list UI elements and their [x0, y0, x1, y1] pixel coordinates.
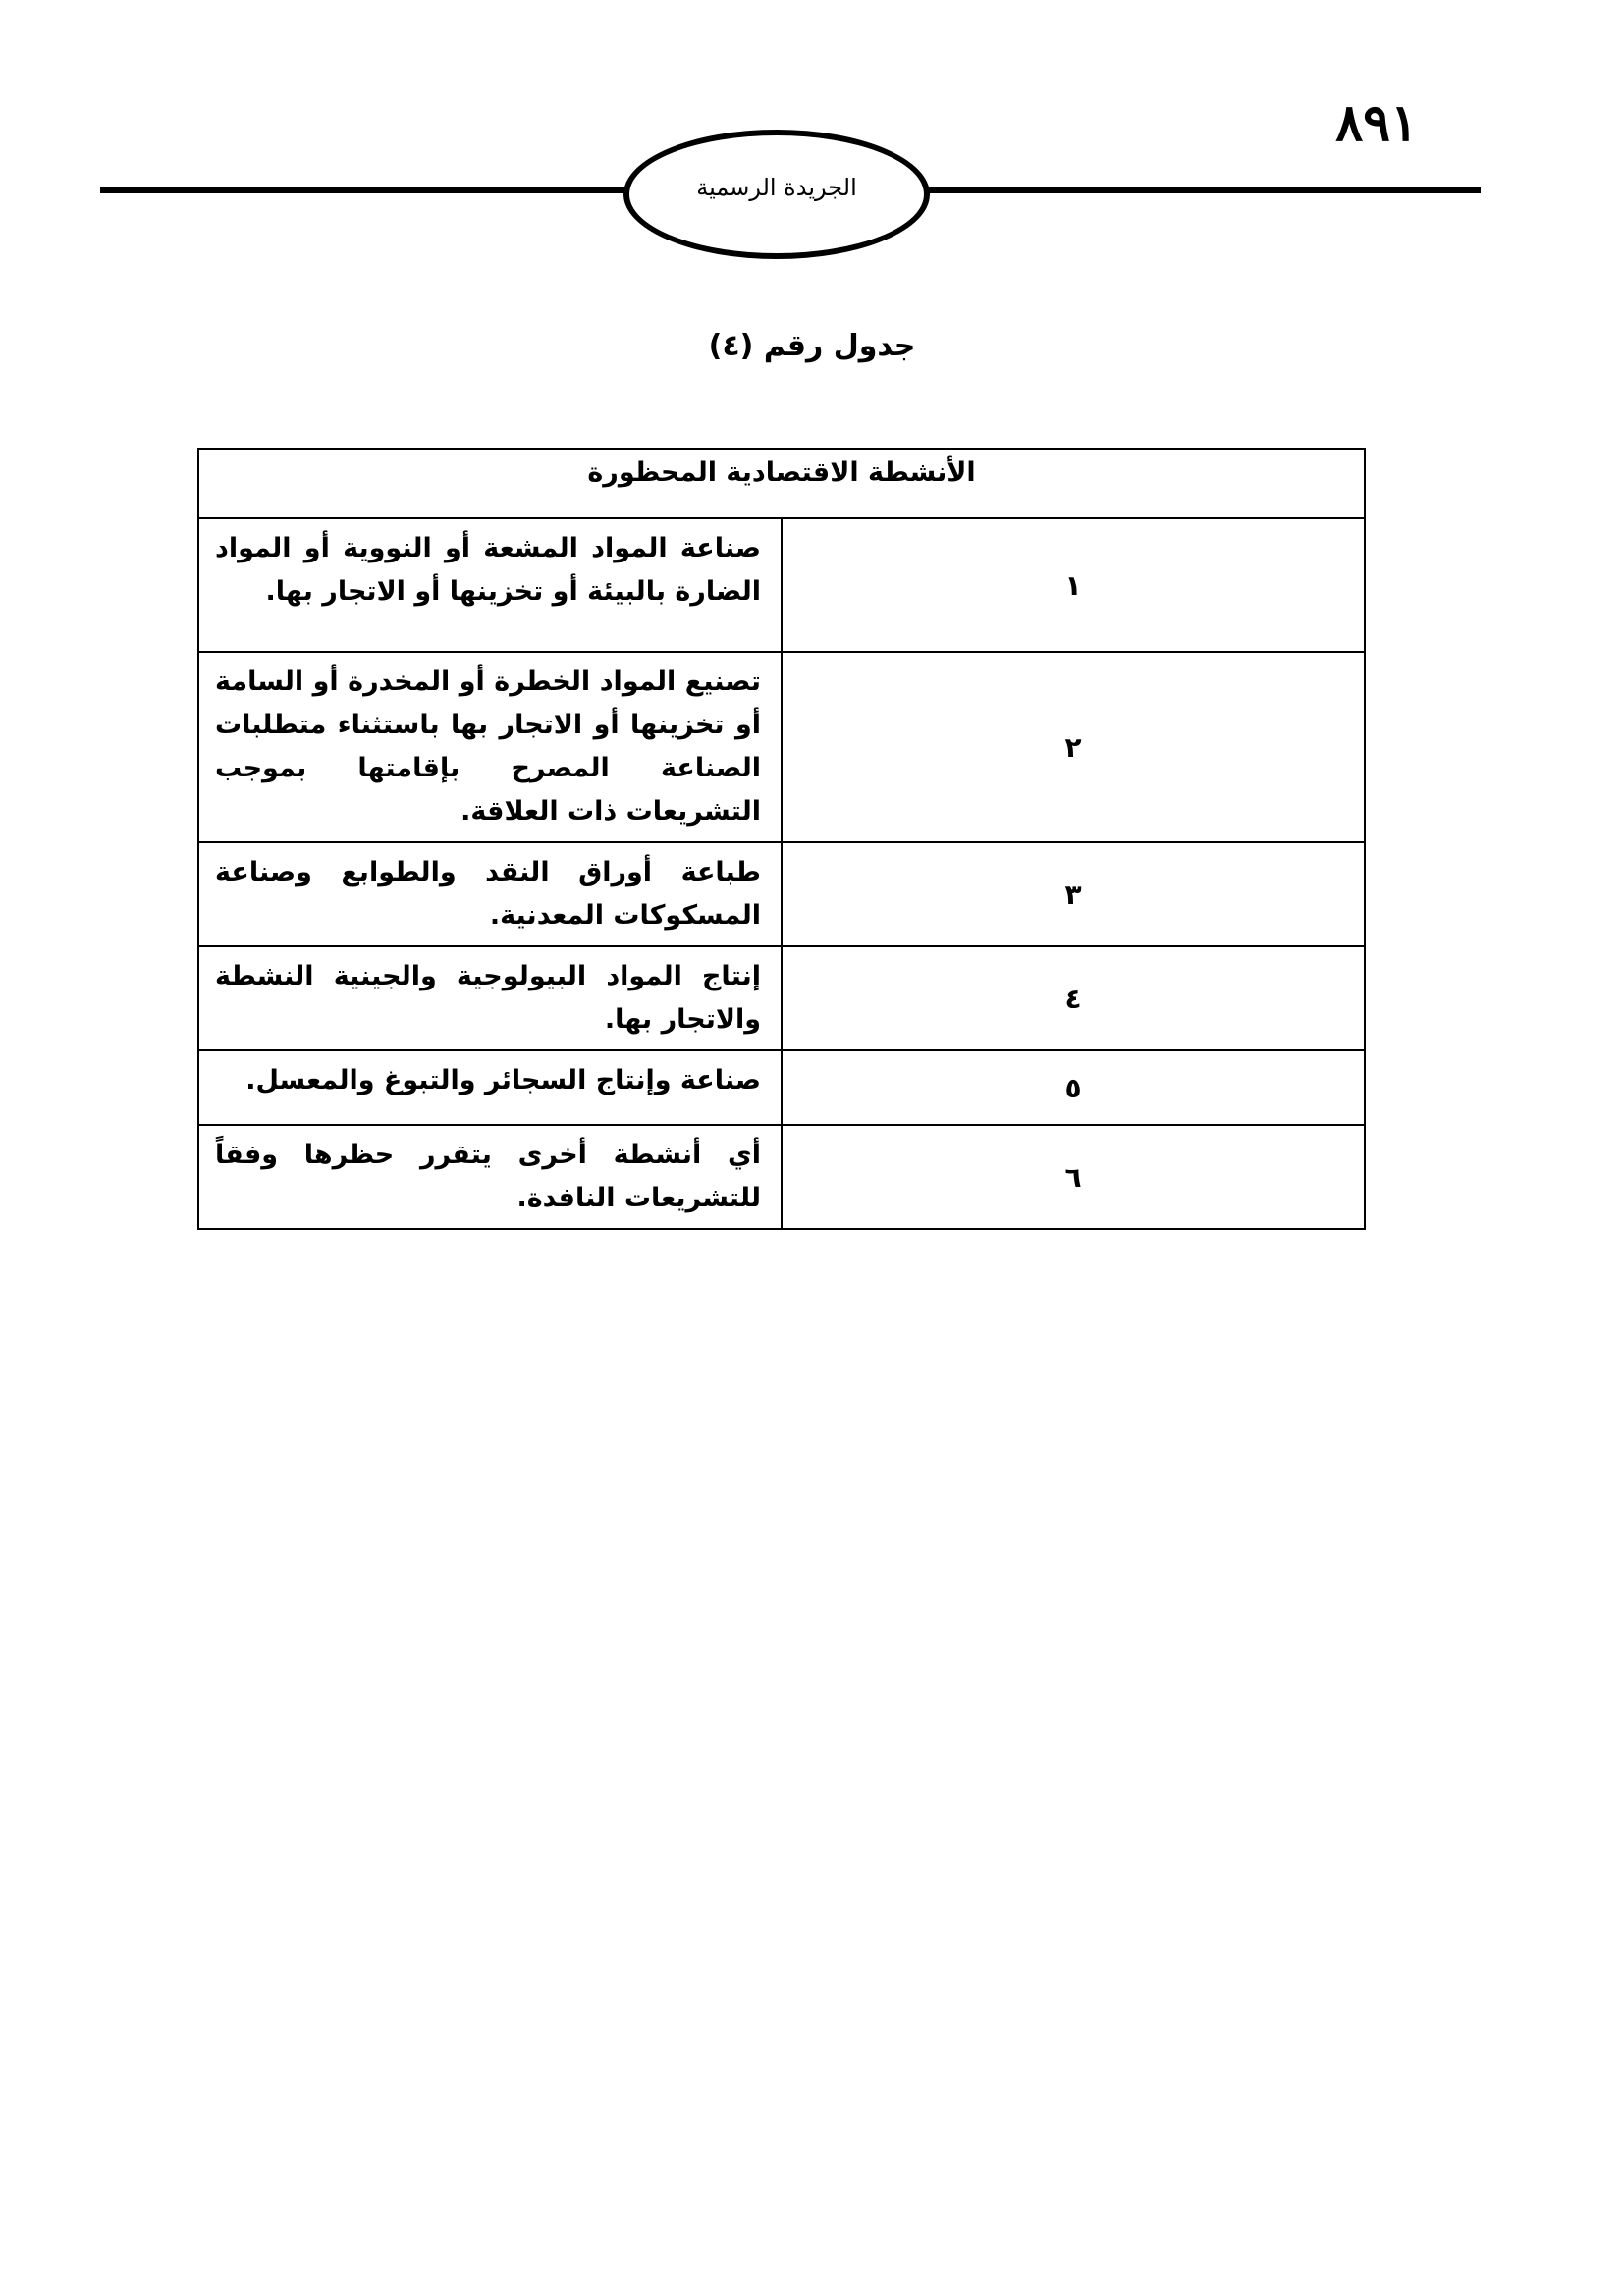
table-row	[198, 518, 1365, 652]
table-row	[198, 1050, 1365, 1125]
page-number: ٨٩١	[1335, 93, 1418, 153]
row-text: صناعة وإنتاج السجائر والتبوغ والمعسل.	[198, 1050, 782, 1125]
row-number: ٥	[782, 1050, 1365, 1125]
row-text: صناعة المواد المشعة أو النووية أو المواد الضارة بالبيئة أو تخزينها أو الاتجار بها.	[198, 518, 782, 652]
row-number: ٦	[782, 1125, 1365, 1229]
row-number: ٢	[782, 652, 1365, 842]
row-number: ٤	[782, 946, 1365, 1050]
table-title: جدول رقم (٤)	[708, 329, 916, 363]
table-row	[198, 652, 1365, 842]
table-row	[198, 1125, 1365, 1229]
row-text: تصنيع المواد الخطرة أو المخدرة أو السامة أو تخزينها أو الاتجار بها باستثناء متطلبات الصناعة المصرح بإقامتها بموجب التشريعات ذات العلاقة.	[198, 652, 782, 842]
gazette-header-oval	[623, 130, 930, 259]
row-text: إنتاج المواد البيولوجية والجينية النشطة والاتجار بها.	[198, 946, 782, 1050]
gazette-name: الجريدة الرسمية	[696, 174, 857, 201]
table-heading-row	[198, 449, 1365, 518]
prohibited-activities-table	[197, 448, 1366, 1230]
row-number: ٣	[782, 842, 1365, 946]
table-heading: الأنشطة الاقتصادية المحظورة	[198, 449, 1365, 518]
row-number: ١	[782, 518, 1365, 652]
table-row	[198, 946, 1365, 1050]
row-text: طباعة أوراق النقد والطوابع وصناعة المسكوكات المعدنية.	[198, 842, 782, 946]
row-text: أي أنشطة أخرى يتقرر حظرها وفقاً للتشريعات النافدة.	[198, 1125, 782, 1229]
table-row	[198, 842, 1365, 946]
